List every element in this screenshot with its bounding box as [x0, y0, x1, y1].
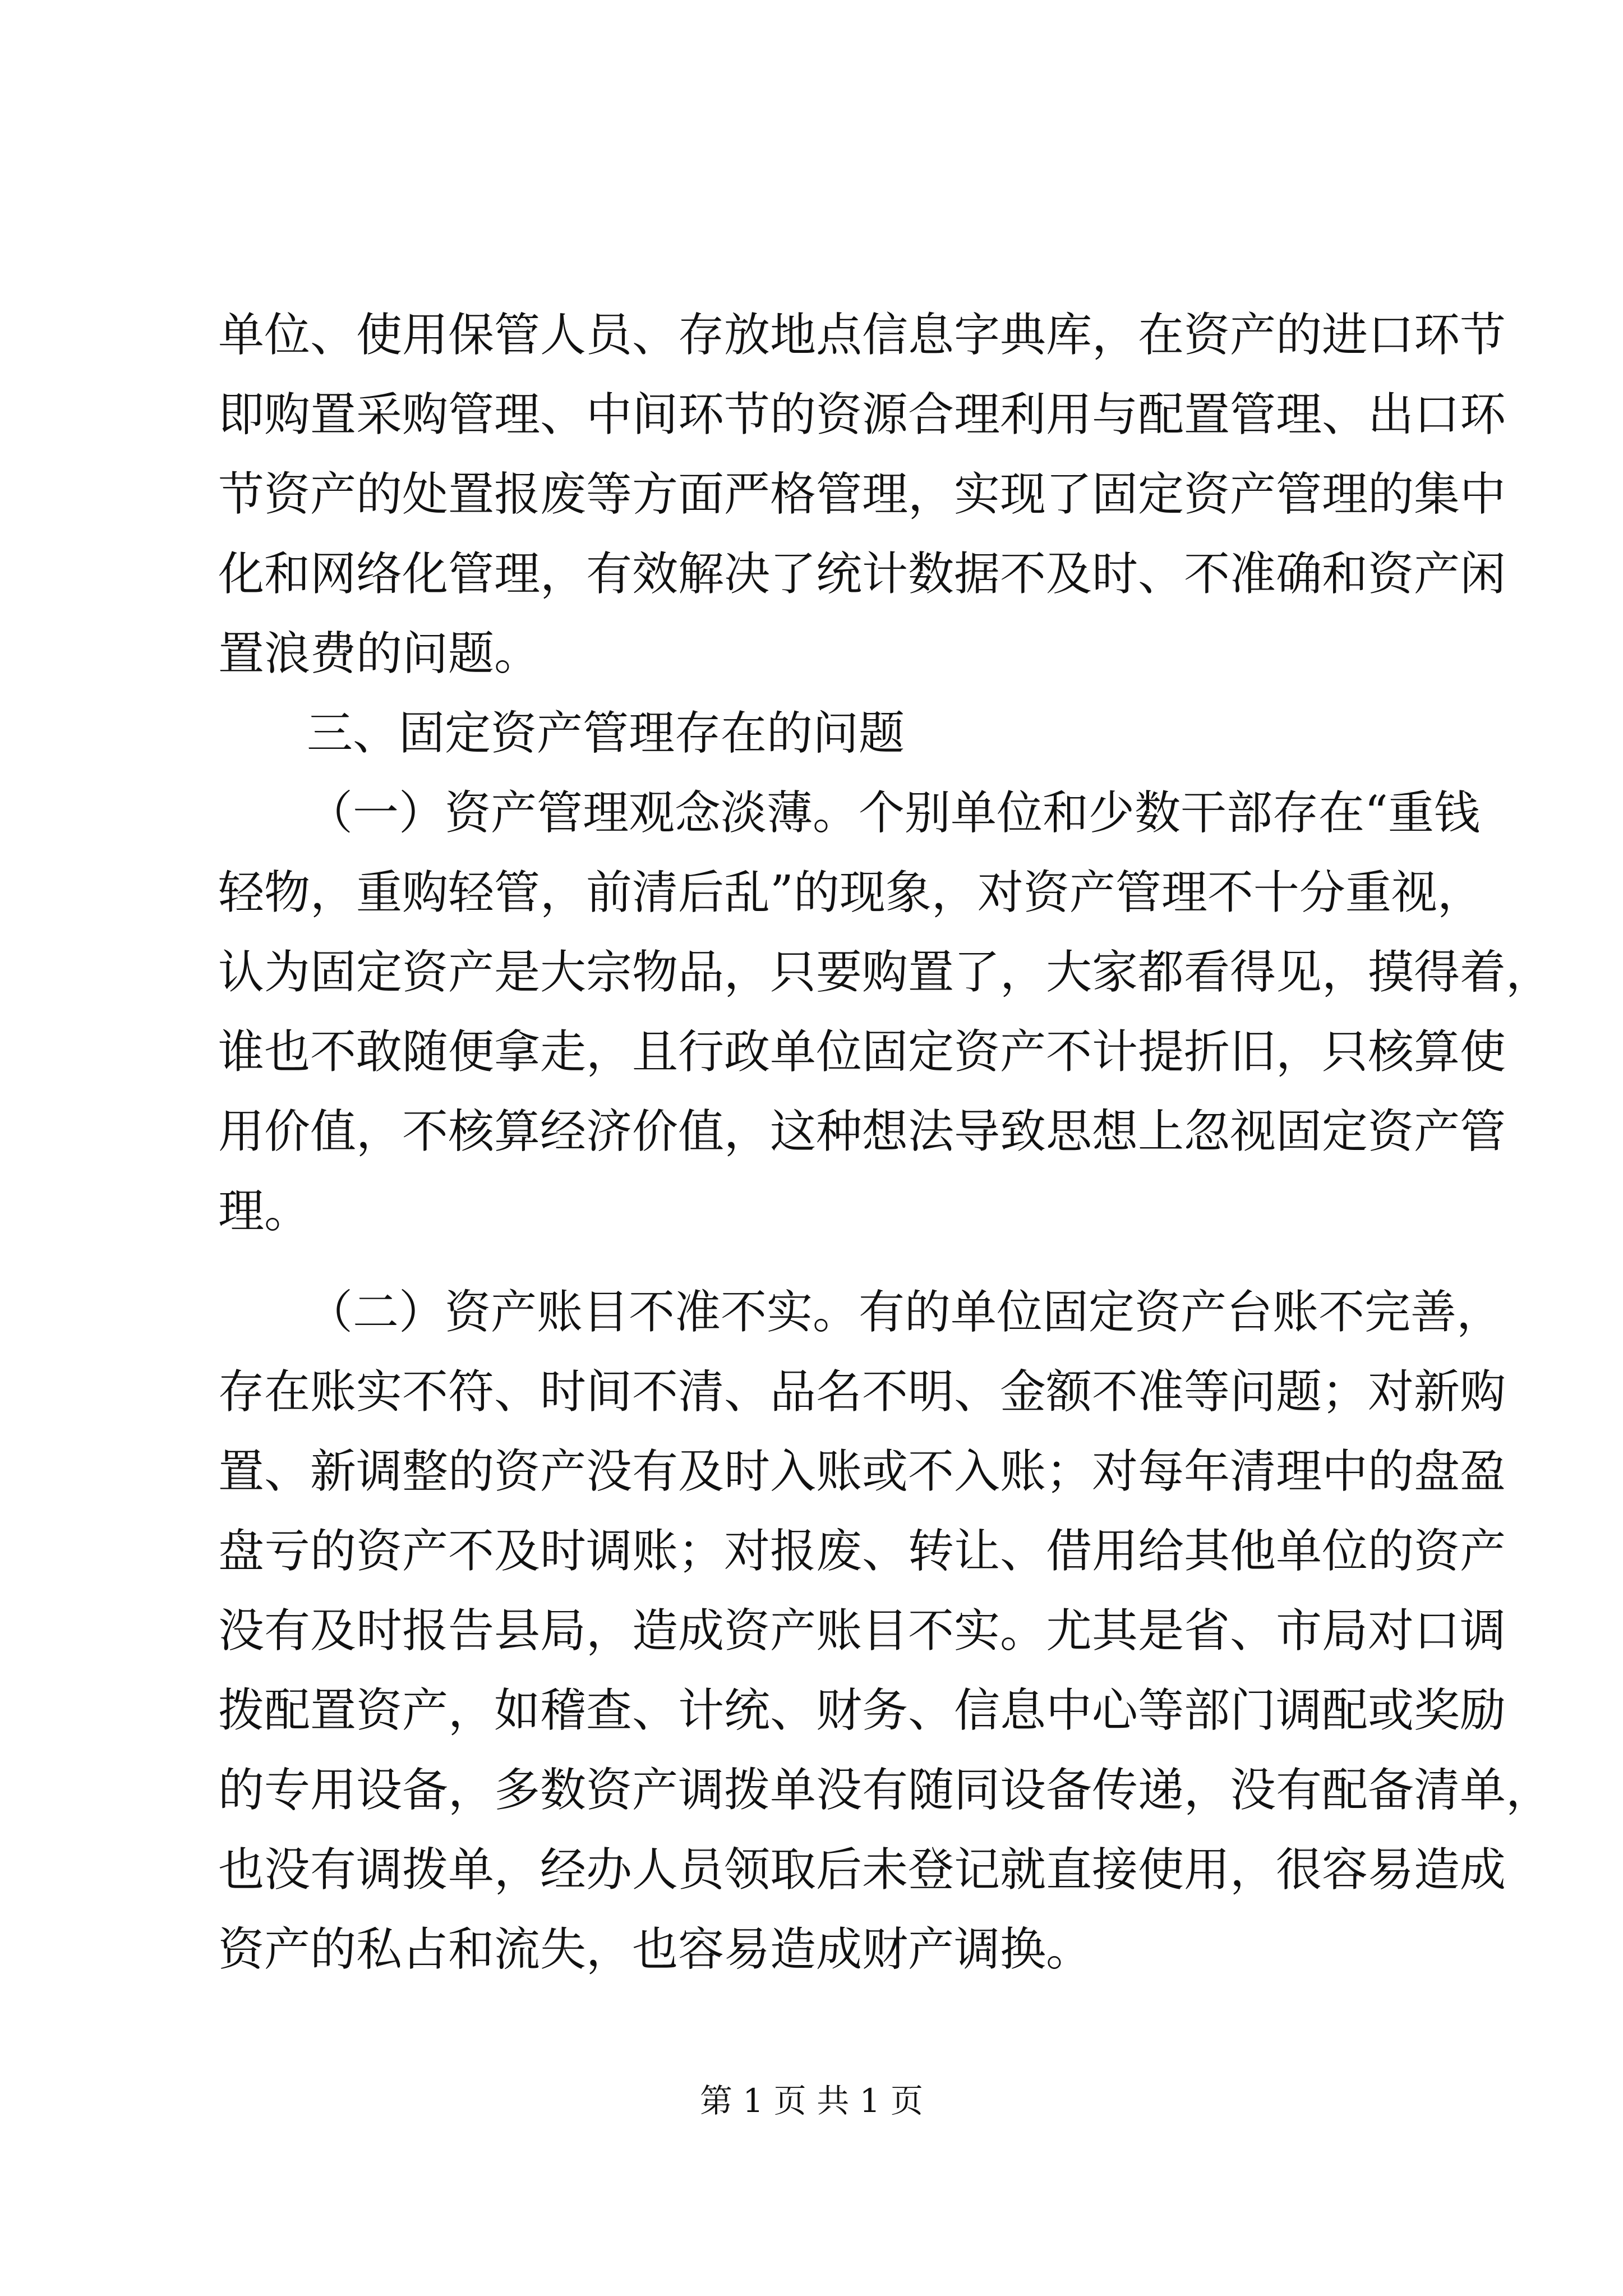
paragraph-line: 资产的私占和流失，也容易造成财产调换。: [218, 1923, 1092, 1976]
paragraph-line: 没有及时报告县局，造成资产账目不实。尤其是省、市局对口调: [218, 1604, 1506, 1658]
paragraph-line: 谁也不敢随便拿走，且行政单位固定资产不计提折旧，只核算使: [218, 1025, 1506, 1079]
paragraph-line: 置、新调整的资产没有及时入账或不入账；对每年清理中的盘盈: [218, 1445, 1506, 1498]
paragraph-line: 盘亏的资产不及时调账；对报废、转让、借用给其他单位的资产: [218, 1525, 1506, 1578]
paragraph-line: （一）资产管理观念淡薄。个别单位和少数干部存在“重钱: [307, 786, 1480, 840]
paragraph-line: 轻物，重购轻管，前清后乱”的现象，对资产管理不十分重视，: [218, 866, 1483, 919]
paragraph-line: 即购置采购管理、中间环节的资源合理利用与配置管理、出口环: [218, 388, 1506, 441]
page-footer: 第 1 页 共 1 页: [700, 2082, 923, 2120]
section-heading: 三、固定资产管理存在的问题: [307, 707, 905, 760]
paragraph-line: 的专用设备，多数资产调拨单没有随同设备传递，没有配备清单，: [218, 1764, 1552, 1817]
paragraph-line: 化和网络化管理，有效解决了统计数据不及时、不准确和资产闲: [218, 547, 1506, 601]
paragraph-line: 用价值，不核算经济价值，这种想法导致思想上忽视固定资产管: [218, 1105, 1506, 1158]
paragraph-line: 单位、使用保管人员、存放地点信息字典库，在资产的进口环节: [218, 309, 1506, 362]
paragraph-line: （二）资产账目不准不实。有的单位固定资产台账不完善，: [307, 1286, 1503, 1339]
paragraph-line: 认为固定资产是大宗物品，只要购置了，大家都看得见，摸得着，: [218, 946, 1552, 999]
paragraph-line: 置浪费的问题。: [218, 627, 541, 680]
paragraph-line: 拨配置资产，如稽查、计统、财务、信息中心等部门调配或奖励: [218, 1684, 1506, 1737]
paragraph-line: 存在账实不符、时间不清、品名不明、金额不准等问题；对新购: [218, 1365, 1506, 1419]
paragraph-line: 也没有调拨单，经办人员领取后未登记就直接使用，很容易造成: [218, 1843, 1506, 1897]
paragraph-line: 理。: [218, 1185, 311, 1238]
paragraph-line: 节资产的处置报废等方面严格管理，实现了固定资产管理的集中: [218, 468, 1506, 521]
